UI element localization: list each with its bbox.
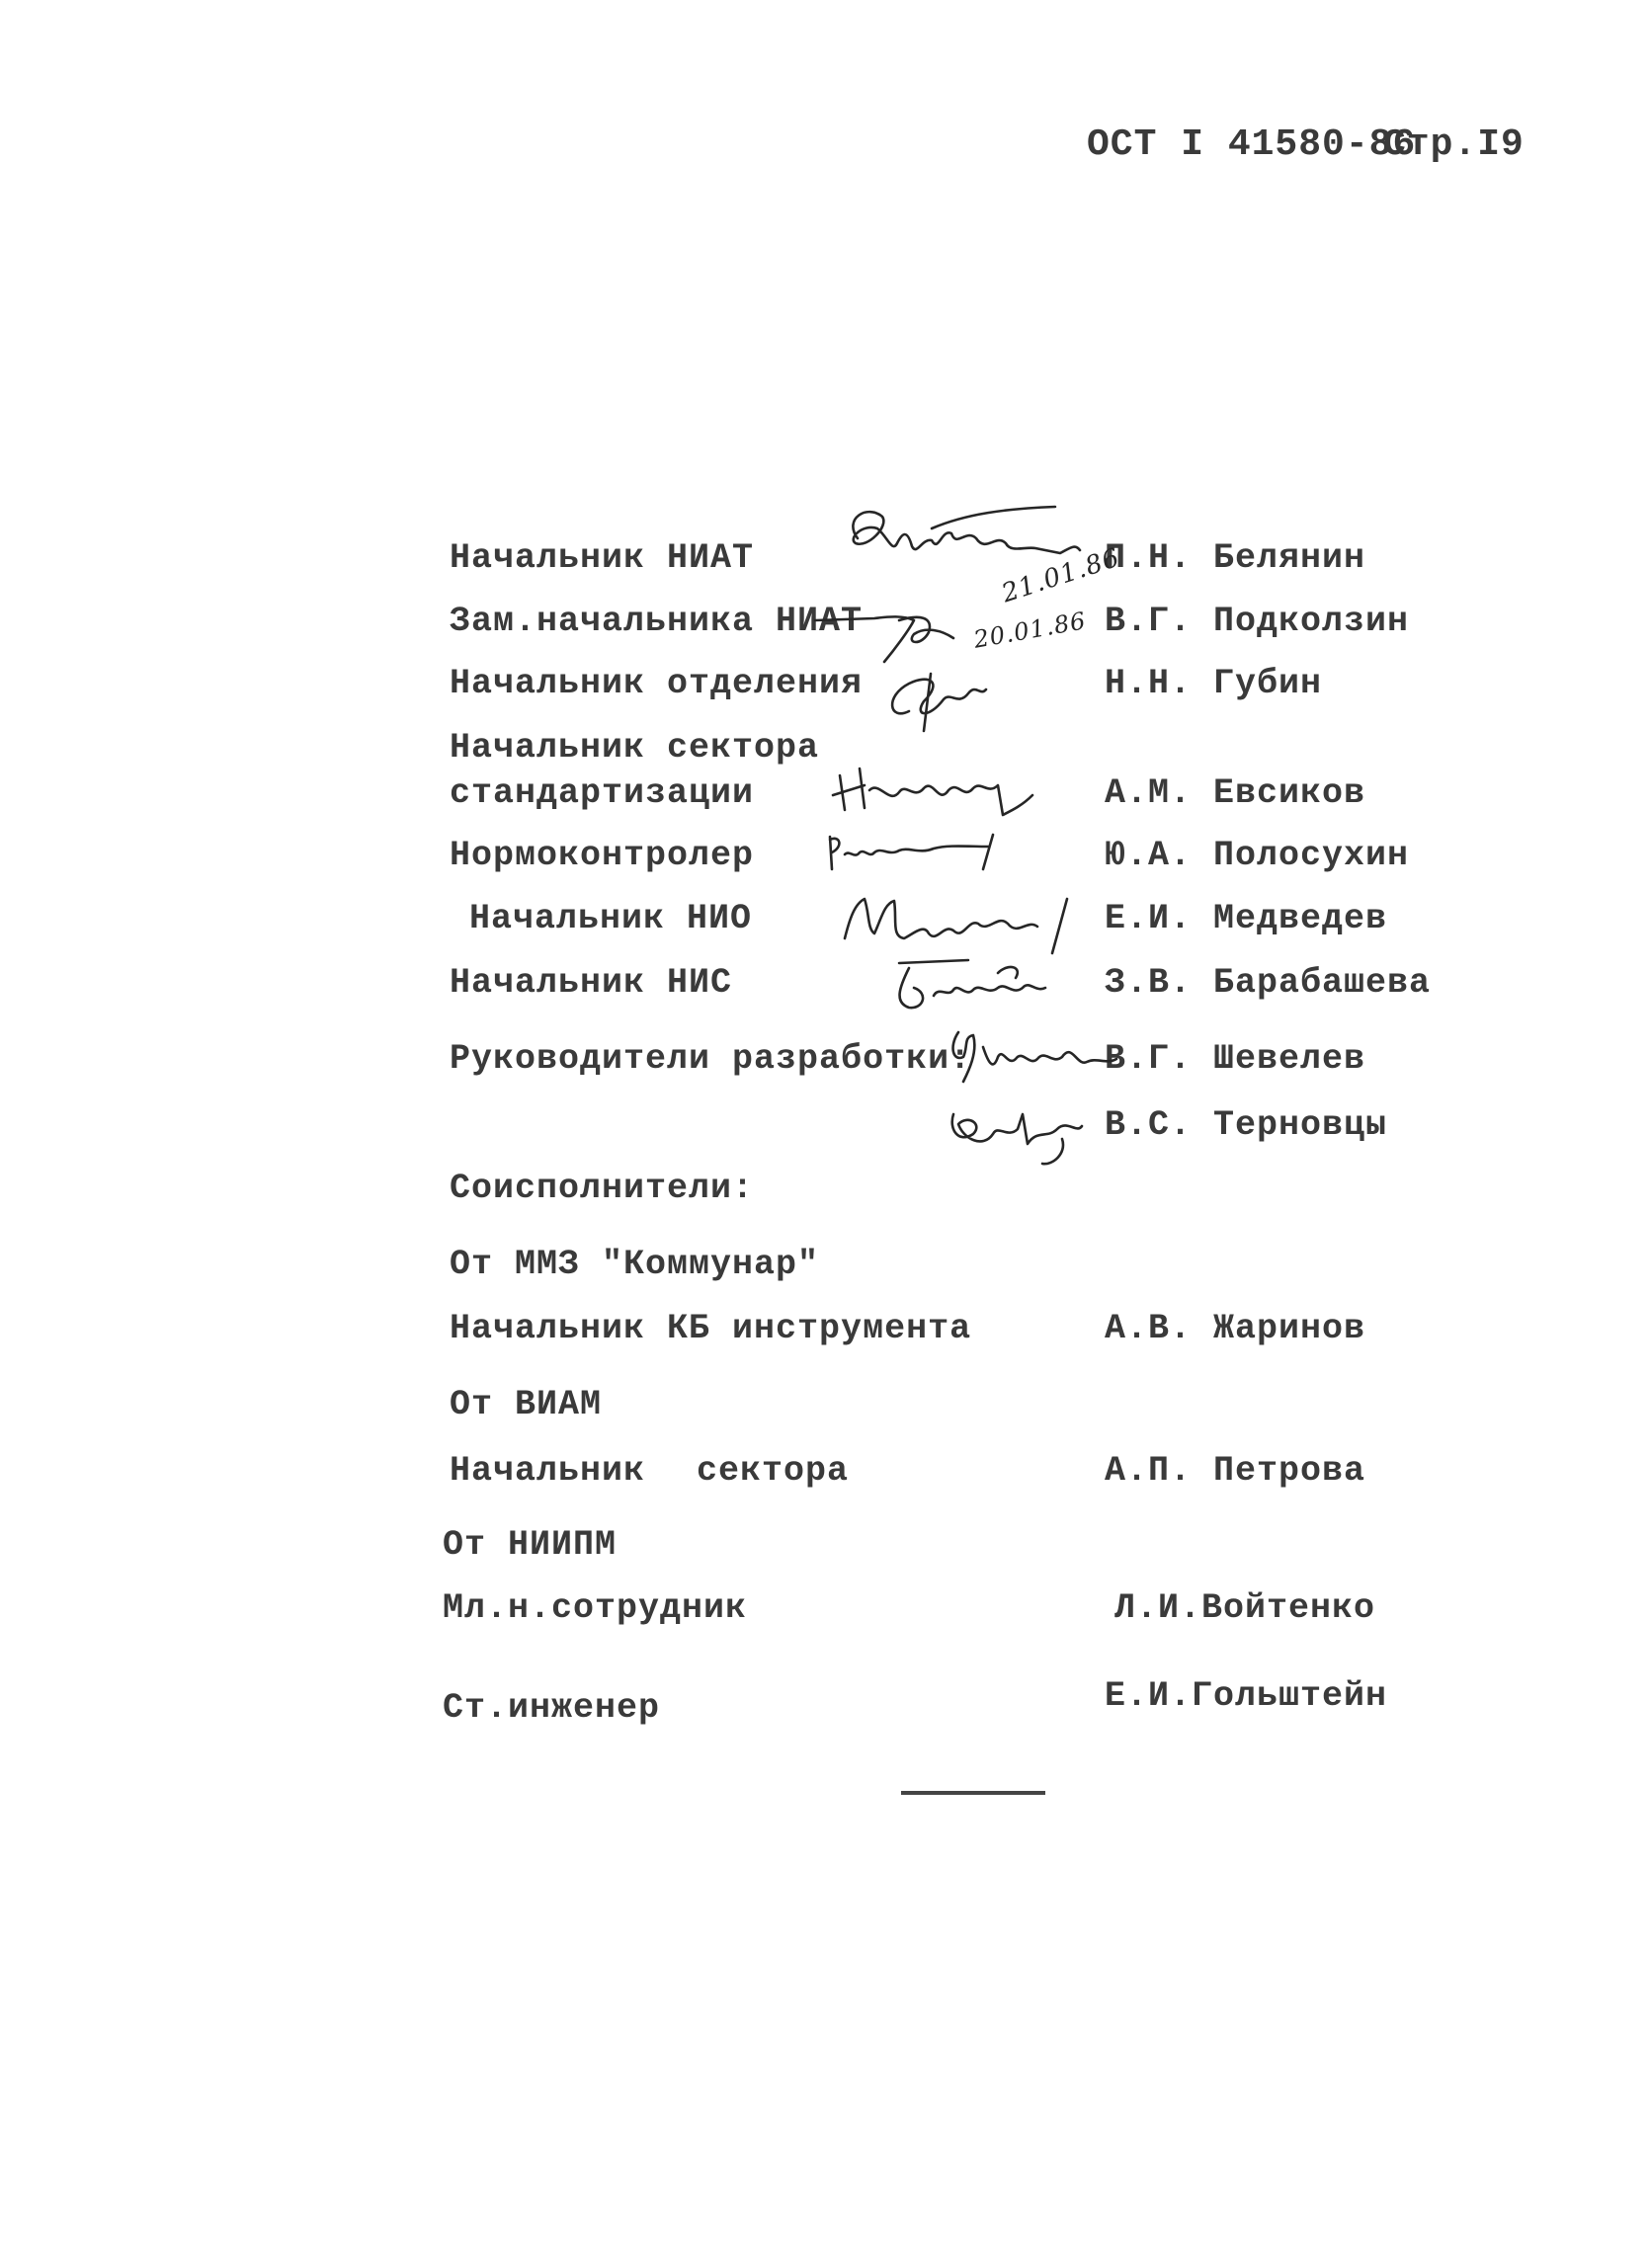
developer-name: В.Г. Шевелев <box>1105 1039 1366 1079</box>
organization: От ВИАМ <box>450 1385 603 1424</box>
approval-name: Ю.А. Полосухин <box>1105 836 1410 875</box>
developer-name: В.С. Терновцы <box>1105 1105 1388 1145</box>
end-rule <box>901 1791 1045 1795</box>
approval-name: Е.И. Медведев <box>1105 899 1388 938</box>
signature-belyanin <box>828 499 1114 593</box>
coexecutor-title: Начальник сектора <box>450 1451 850 1491</box>
approval-title: Начальник НИАТ <box>450 538 755 578</box>
signature-ternovtsy <box>944 1094 1112 1174</box>
developers-label: Руководители разработки: <box>450 1039 972 1079</box>
coexecutor-title: Мл.н.сотрудник <box>443 1588 748 1628</box>
signature-evsikov <box>825 751 1062 830</box>
approval-title: Начальник НИО <box>469 899 753 938</box>
approval-name: З.В. Барабашева <box>1105 963 1432 1003</box>
handwritten-date: 20.01.86 <box>971 607 1089 654</box>
approval-title: Начальник сектора <box>450 728 820 768</box>
approval-title: стандартизации <box>450 773 755 813</box>
approval-name: П.Н. Белянин <box>1105 538 1366 578</box>
organization: От НИИПМ <box>443 1525 618 1565</box>
approval-title: Начальник НИС <box>450 963 733 1003</box>
coexecutor-title: Начальник КБ инструмента <box>450 1309 972 1348</box>
signature-polosukhin <box>820 825 1028 884</box>
document-code: ОСТ I 41580-86 <box>1087 123 1417 166</box>
handwritten-date: 21.01.86 <box>998 542 1124 609</box>
approval-title: Зам.начальника НИАТ <box>450 602 864 641</box>
signature-barabasheva <box>860 948 1097 1027</box>
coexecutor-name: А.В. Жаринов <box>1105 1309 1366 1348</box>
coexecutor-name: Е.И.Гольштейн <box>1105 1676 1388 1716</box>
coexecutor-title: Ст.инженер <box>443 1688 661 1728</box>
signature-gubin <box>869 662 1018 741</box>
signature-shevelev <box>939 1017 1126 1096</box>
approval-name: Н.Н. Губин <box>1105 664 1323 703</box>
signature-podkolzin <box>815 591 993 670</box>
page-number: Стр.I9 <box>1383 123 1525 166</box>
coexecutor-name: Л.И.Войтенко <box>1114 1588 1376 1628</box>
approval-title: Начальник отделения <box>450 664 864 703</box>
approval-title: Нормоконтролер <box>450 836 755 875</box>
coexecutors-label: Соисполнители: <box>450 1169 755 1208</box>
approval-name: А.М. Евсиков <box>1105 773 1366 813</box>
coexecutor-name: А.П. Петрова <box>1105 1451 1366 1491</box>
organization: От ММЗ "Коммунар" <box>450 1245 820 1284</box>
approval-name: В.Г. Подколзин <box>1105 602 1410 641</box>
